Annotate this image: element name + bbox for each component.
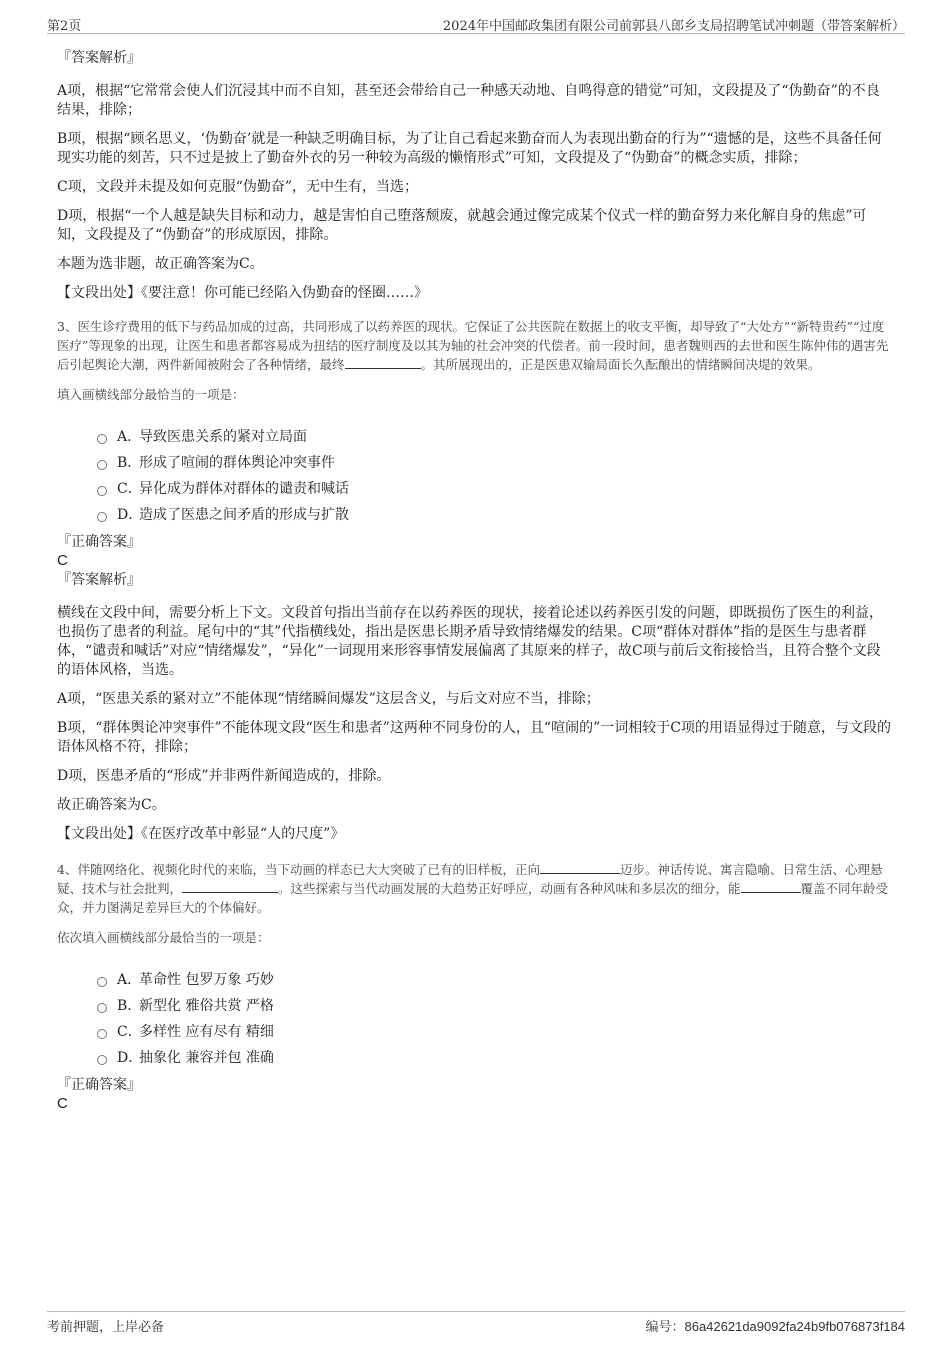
q2-analysis-label: 『答案解析』: [57, 50, 141, 66]
q2-analysis-c: C项，文段并未提及如何克服“伪勤奋”，无中生有，当选；: [57, 179, 419, 195]
radio-icon[interactable]: [97, 977, 107, 987]
q3-analysis-label: 『答案解析』: [57, 572, 141, 588]
q4-blank-2: [182, 880, 278, 893]
radio-icon[interactable]: [97, 1055, 107, 1065]
q2-analysis-d: D项，根据“一个人越是缺失目标和动力，越是害怕自己堕落颓废，就越会通过像完成某个仪式一样的勤奋努力来化解自身的焦虑”可知，文段提及了“伪勤奋”的形成原因，排除。: [57, 208, 867, 243]
q3-blank: [345, 356, 421, 369]
radio-icon[interactable]: [97, 460, 107, 470]
q4-option-c[interactable]: C． 多样性 应有尽有 精细: [97, 1019, 893, 1045]
q2-analysis-b: B项，根据“顾名思义，‘伪勤奋’就是一种缺乏明确目标，为了让自己看起来勤奋而人为表现出勤奋的行为”“遗憾的是，这些不具备任何现实功能的刻苦，只不过是披上了勤奋外衣的另一种较为高级的懒惰形式”可知，文段提及了“伪勤奋”的概念实质，排除；: [57, 131, 882, 166]
q4-blank-3: [741, 880, 801, 893]
page-footer: [47, 1311, 905, 1334]
q3-option-a[interactable]: A． 导致医患关系的紧对立局面: [97, 424, 893, 450]
q2-analysis-a: A项，根据“它常常会使人们沉浸其中而不自知，甚至还会带给自己一种感天动地、自鸣得意的错觉”可知，文段提及了“伪勤奋”的不良结果，排除；: [57, 83, 880, 118]
q4-option-d[interactable]: D． 抽象化 兼容并包 准确: [97, 1045, 893, 1071]
q3-analysis-d: D项，医患矛盾的“形成”并非两件新闻造成的，排除。: [57, 768, 391, 784]
q3-conclusion: 故正确答案为C。: [57, 797, 166, 813]
page-number: 第2页: [47, 19, 82, 34]
q3-answer-label: 『正确答案』: [57, 534, 141, 550]
radio-icon[interactable]: [97, 1029, 107, 1039]
q2-conclusion: 本题为选非题，故正确答案为C。: [57, 256, 264, 272]
q4-answer-label: 『正确答案』: [57, 1077, 141, 1093]
q4-stem: 4、伴随网络化、视频化时代的来临，当下动画的样态已大大突破了已有的旧样板，正向 迈步。神话传说、寓言隐喻、日常生活、心理悬疑、技术与社会批判， 。这些探索与当代动画发展的大趋势正好呼应，动画有各种风味和多层次的细分，能 覆盖不同年龄受众，并力图满足差异巨大的个体偏好。: [57, 862, 889, 915]
q2-source: 【文段出处】《要注意！你可能已经陷入伪勤奋的怪圈……》: [57, 285, 428, 301]
q3-analysis-b: B项，“群体舆论冲突事件”不能体现文段“医生和患者”这两种不同身份的人，且“喧闹的”一词相较于C项的用语显得过于随意，与文段的语体风格不符，排除；: [57, 720, 891, 755]
q3-stem: 3、医生诊疗费用的低下与药品加成的过高，共同形成了以药养医的现状。它保证了公共医院在数据上的收支平衡，却导致了“大处方”“新特贵药”“过度医疗”等现象的出现，让医生和患者都容易成为扭结的医疗制度及以其为轴的社会冲突的代偿者。前一段时间，患者魏则西的去世和医生陈仲伟的遇害先后引起舆论大潮，两件新闻被附会了各种情绪，最终 。其所展现出的，正是医患双输局面长久酝酿出的情绪瞬间决堤的效果。: [57, 319, 889, 372]
q3-analysis-main: 横线在文段中间，需要分析上下文。文段首句指出当前存在以药养医的现状，接着论述以药养医引发的问题，即既损伤了医生的利益，也损伤了患者的利益。尾句中的“其”代指横线处，指出是医患长期矛盾导致情绪爆发的结果。C项“群体对群体”指的是医生与患者群体，“谴责和喊话”对应“情绪爆发”，“异化”一词现用来形容事情发展偏离了其原来的样子，故C项与前后文衔接恰当，且符合整个文段的语体风格，当选。: [57, 605, 883, 678]
q3-options: [97, 424, 893, 528]
radio-icon[interactable]: [97, 434, 107, 444]
q4-prompt: 依次填入画横线部分最恰当的一项是：: [57, 930, 270, 945]
document-title: 2024年中国邮政集团有限公司前郭县八郎乡支局招聘笔试冲刺题（带答案解析）: [442, 19, 905, 34]
q3-source: 【文段出处】《在医疗改革中彰显“人的尺度”》: [57, 826, 345, 842]
q3-option-d[interactable]: D． 造成了医患之间矛盾的形成与扩散: [97, 502, 893, 528]
page-content: [57, 48, 893, 1113]
radio-icon[interactable]: [97, 486, 107, 496]
q4-option-b[interactable]: B． 新型化 雅俗共赏 严格: [97, 993, 893, 1019]
q4-answer: C: [57, 1095, 68, 1112]
footer-slogan: 考前押题，上岸必备: [47, 1320, 165, 1335]
q4-blank-1: [540, 861, 620, 874]
q3-answer: C: [57, 552, 68, 569]
page-header: [47, 13, 905, 34]
q3-option-b[interactable]: B． 形成了喧闹的群体舆论冲突事件: [97, 450, 893, 476]
radio-icon[interactable]: [97, 1003, 107, 1013]
q4-options: [97, 967, 893, 1071]
document-code: 编号：86a42621da9092fa24b9fb076873f184: [645, 1319, 905, 1335]
q3-prompt: 填入画横线部分最恰当的一项是：: [57, 387, 245, 402]
q3-analysis-a: A项，“医患关系的紧对立”不能体现“情绪瞬间爆发”这层含义，与后文对应不当，排除；: [57, 691, 600, 707]
q3-option-c[interactable]: C． 异化成为群体对群体的谴责和喊话: [97, 476, 893, 502]
q4-option-a[interactable]: A． 革命性 包罗万象 巧妙: [97, 967, 893, 993]
radio-icon[interactable]: [97, 512, 107, 522]
